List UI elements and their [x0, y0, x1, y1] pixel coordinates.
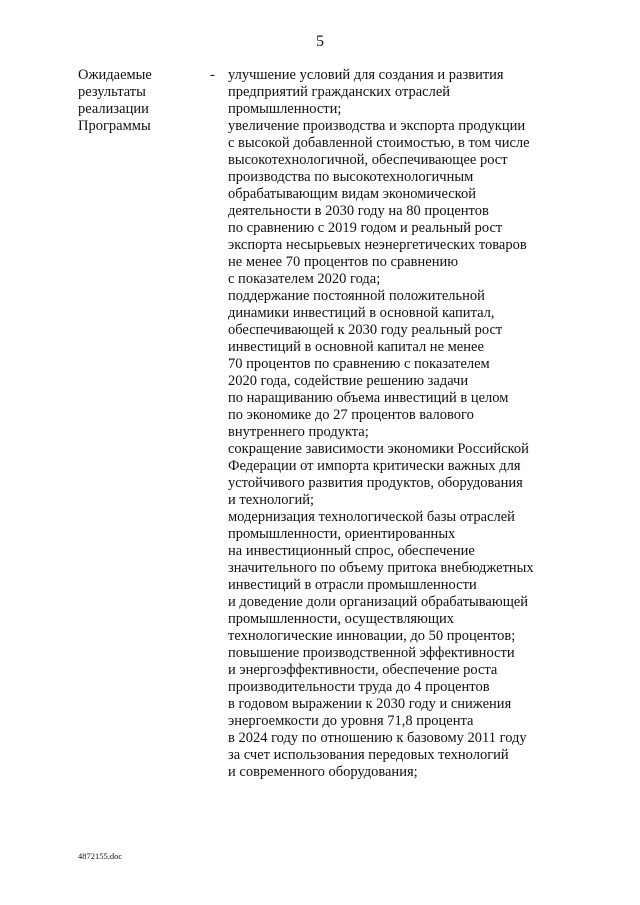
content-line: значительного по объему притока внебюджетных [228, 560, 534, 576]
content-line: технологические инновации, до 50 процентов; [228, 628, 516, 644]
content-line: и доведение доли организаций обрабатывающей [228, 594, 529, 610]
content-line: по наращиванию объема инвестиций в целом [228, 390, 509, 406]
section-label [78, 67, 198, 135]
content-line: обеспечивающей к 2030 году реальный рост [228, 322, 503, 338]
content-line: деятельности в 2030 году на 80 процентов [228, 203, 489, 219]
content-line: с высокой добавленной стоимостью, в том числе [228, 135, 530, 151]
content-line: не менее 70 процентов по сравнению [228, 254, 459, 270]
content-line: промышленности, ориентированных [228, 526, 456, 542]
content-line: в годовом выражении к 2030 году и снижения [228, 696, 512, 712]
content-line: промышленности, осуществляющих [228, 611, 455, 627]
content-line: высокотехнологичной, обеспечивающее рост [228, 152, 508, 168]
content-line: в 2024 году по отношению к базовому 2011 году [228, 730, 527, 746]
content-line: поддержание постоянной положительной [228, 288, 485, 304]
content-line: улучшение условий для создания и развития [228, 67, 504, 83]
content-line: сокращение зависимости экономики Российской [228, 441, 529, 457]
content-line: производства по высокотехнологичным [228, 169, 474, 185]
content-line: устойчивого развития продуктов, оборудования [228, 475, 523, 491]
page-number: 5 [316, 33, 324, 50]
content-line: и энергоэффективности, обеспечение роста [228, 662, 498, 678]
content-line: повышение производственной эффективности [228, 645, 515, 661]
content-line: и технологий; [228, 492, 315, 508]
content-line: внутреннего продукта; [228, 424, 369, 440]
content-line: энергоемкости до уровня 71,8 процента [228, 713, 474, 729]
document-filename: 4872155.doc [78, 851, 123, 861]
section-label-line: реализации [78, 101, 149, 117]
content-line: по сравнению с 2019 годом и реальный рост [228, 220, 503, 236]
content-line: модернизация технологической базы отраслей [228, 509, 515, 525]
section-label-line: Ожидаемые [78, 67, 152, 83]
content-line: инвестиций в основной капитал не менее [228, 339, 484, 355]
content-line: 2020 года, содействие решению задачи [228, 373, 469, 389]
content-line: за счет использования передовых технологий [228, 747, 509, 763]
content-line: на инвестиционный спрос, обеспечение [228, 543, 475, 559]
content-line: по экономике до 27 процентов валового [228, 407, 474, 423]
content-line: экспорта несырьевых неэнергетических товаров [228, 237, 527, 253]
content-line: и современного оборудования; [228, 764, 418, 780]
content-line: Федерации от импорта критически важных для [228, 458, 521, 474]
section-content [228, 67, 578, 781]
content-line: обрабатывающим видам экономической [228, 186, 476, 202]
separator-dash: - [210, 67, 215, 83]
section-label-line: результаты [78, 84, 146, 100]
section-label-line: Программы [78, 118, 151, 134]
content-line: промышленности; [228, 101, 342, 117]
content-line: инвестиций в отрасли промышленности [228, 577, 477, 593]
content-line: предприятий гражданских отраслей [228, 84, 451, 100]
content-line: динамики инвестиций в основной капитал, [228, 305, 495, 321]
content-line: 70 процентов по сравнению с показателем [228, 356, 490, 372]
content-line: с показателем 2020 года; [228, 271, 381, 287]
content-line: увеличение производства и экспорта продукции [228, 118, 526, 134]
content-line: производительности труда до 4 процентов [228, 679, 490, 695]
